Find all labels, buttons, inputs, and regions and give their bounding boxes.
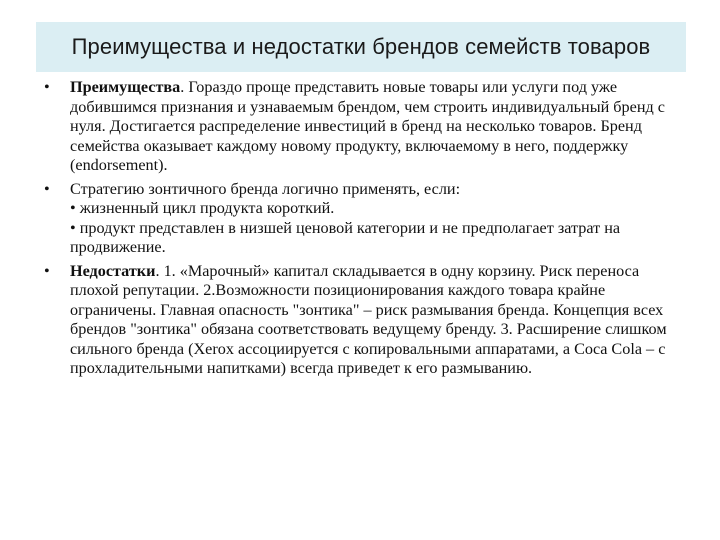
advantages-heading: Преимущества [70,78,181,96]
bullet-list [36,78,686,379]
umbrella-condition-2: • продукт представлен в низшей ценовой категории и не предполагает затрат на продвижение. [70,218,621,256]
title-bar [36,22,686,72]
bullet-dot-icon: • [44,179,50,198]
bullet-disadvantages [36,262,686,379]
disadvantages-text: . 1. «Марочный» капитал складывается в одну корзину. Риск переноса плохой репутации. 2.Возможности позиционирования каждого товара крайне ограничены. Главная опасность "зонтика" – риск размывания бренда. Концепция всех брендов "зонтика" обязана соответствовать ведущему бренду. 3. Расширение слишком сильного бренда (Xerox ассоциируется с копировальными аппаратами, а Coca Cola – с прохладительными напитками) всегда приведет к его размыванию. [70,261,667,377]
bullet-dot-icon: • [44,78,50,96]
bullet-dot-icon: • [44,261,50,280]
disadvantages-heading: Недостатки [70,261,156,280]
bullet-advantages [36,78,686,176]
umbrella-condition-1: • жизненный цикл продукта короткий. [70,199,335,217]
advantages-text: . Гораздо проще представить новые товары или услуги под уже добившимся признания и узнаваемым брендом, чем строить индивидуальный бренд с нуля. Достигается распределение инвестиций в бренд на несколько товаров. Бренд семейства оказывает каждому новому продукту, включаемому в него, поддержку (endorsement). [70,78,665,174]
bullet-umbrella-strategy [36,180,686,258]
slide-title: Преимущества и недостатки брендов семейств товаров [71,34,651,59]
umbrella-intro: Стратегию зонтичного бренда логично применять, если: [70,179,461,198]
